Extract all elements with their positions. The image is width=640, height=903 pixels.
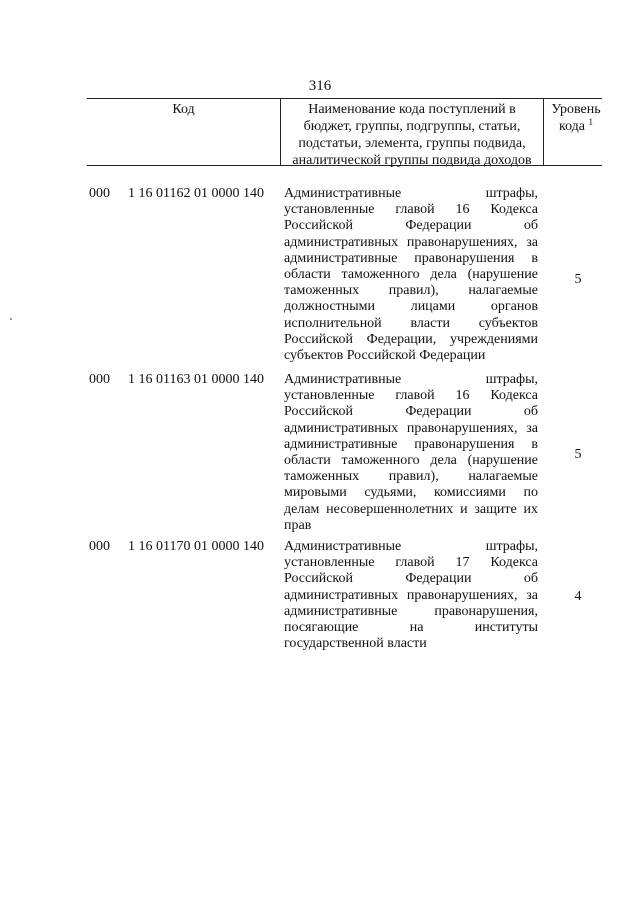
header-level-word: кода bbox=[558, 119, 586, 134]
description-line: таможенных правил), налагаемые bbox=[284, 469, 538, 485]
admin-code: 000 bbox=[89, 372, 110, 387]
description-line: делам несовершеннолетних и защите их bbox=[284, 501, 538, 517]
header-name-line: подстатьи, элемента, группы подвида, bbox=[298, 136, 526, 151]
description-line: Российской Федерации, учреждениями bbox=[284, 331, 538, 347]
description-line: исполнительной власти субъектов bbox=[284, 315, 538, 331]
description-line: должностными лицами органов bbox=[284, 299, 538, 315]
description-line: Российской Федерации об bbox=[284, 404, 538, 420]
header-name-line: аналитической группы подвида доходов bbox=[292, 153, 532, 168]
header-name bbox=[283, 101, 541, 169]
level-value: 5 bbox=[574, 447, 582, 462]
footnote-marker: 1 bbox=[588, 117, 594, 127]
admin-code: 000 bbox=[89, 186, 110, 201]
level-value: 5 bbox=[574, 272, 582, 287]
header-level bbox=[547, 101, 605, 135]
column-divider bbox=[543, 99, 544, 165]
table-header bbox=[87, 98, 602, 166]
budget-code: 1 16 01163 01 0000 140 bbox=[128, 372, 264, 387]
description-line: прав bbox=[284, 517, 312, 533]
description bbox=[284, 186, 538, 364]
description-line: Административные штрафы, bbox=[284, 372, 538, 387]
column-divider bbox=[280, 99, 281, 165]
description-line: административные правонарушения в bbox=[284, 436, 538, 452]
description-line: административные правонарушения, bbox=[284, 603, 538, 619]
scan-speck bbox=[10, 318, 12, 320]
description-line: Административные штрафы, bbox=[284, 539, 538, 554]
page-number: 316 bbox=[308, 78, 332, 94]
description bbox=[284, 372, 538, 534]
description-line: административные правонарушения в bbox=[284, 250, 538, 266]
description-line: посягающие на институты bbox=[284, 620, 538, 636]
description-line: установленные главой 16 Кодекса bbox=[284, 202, 538, 218]
admin-code: 000 bbox=[89, 539, 110, 554]
description-line: субъектов Российской Федерации bbox=[284, 348, 486, 364]
header-name-line: бюджет, группы, подгруппы, статьи, bbox=[303, 119, 521, 134]
budget-code: 1 16 01162 01 0000 140 bbox=[128, 186, 264, 201]
description-line: административных правонарушениях, за bbox=[284, 420, 538, 436]
level-value: 4 bbox=[574, 589, 582, 604]
budget-code: 1 16 01170 01 0000 140 bbox=[128, 539, 264, 554]
description-line: области таможенного дела (нарушение bbox=[284, 453, 538, 469]
description-line: мировыми судьями, комиссиями по bbox=[284, 485, 538, 501]
description-line: Административные штрафы, bbox=[284, 186, 538, 201]
header-level-line: Уровень bbox=[551, 102, 601, 117]
description-line: административных правонарушениях, за bbox=[284, 587, 538, 603]
description-line: государственной власти bbox=[284, 636, 427, 652]
description-line: Российской Федерации об bbox=[284, 571, 538, 587]
description-line: таможенных правил), налагаемые bbox=[284, 283, 538, 299]
description-line: установленные главой 16 Кодекса bbox=[284, 388, 538, 404]
description-line: Российской Федерации об bbox=[284, 218, 538, 234]
description-line: административных правонарушениях, за bbox=[284, 234, 538, 250]
description bbox=[284, 539, 538, 652]
description-line: области таможенного дела (нарушение bbox=[284, 267, 538, 283]
header-name-line: Наименование кода поступлений в bbox=[308, 102, 516, 117]
header-code: Код bbox=[172, 102, 195, 117]
header-level-line bbox=[547, 118, 605, 135]
description-line: установленные главой 17 Кодекса bbox=[284, 555, 538, 571]
